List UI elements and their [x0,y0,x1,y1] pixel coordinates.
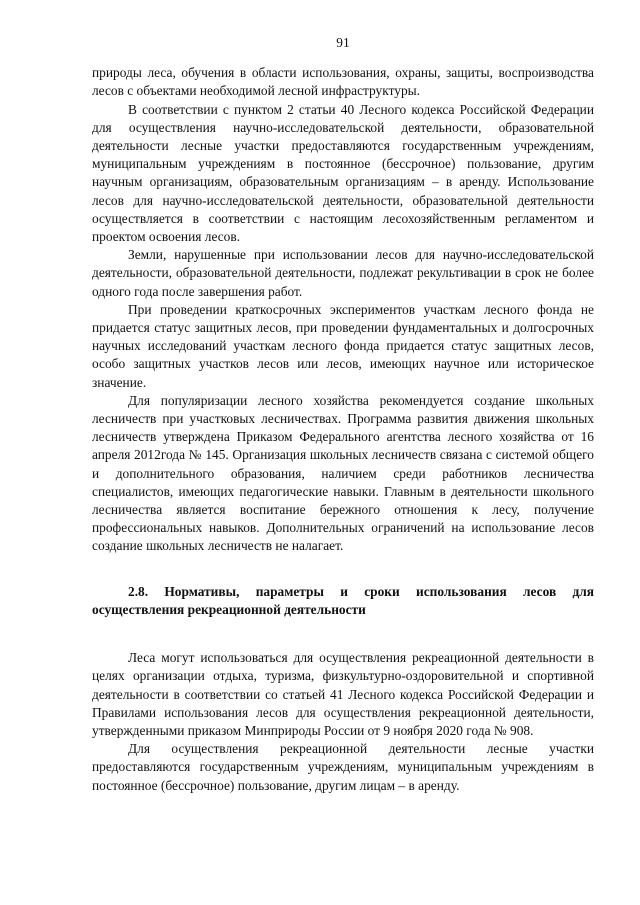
section-heading: 2.8. Нормативы, параметры и сроки использования лесов для осуществления рекреационной деятельности [92,583,594,617]
page-number: 91 [336,35,350,50]
paragraph-continuation: природы леса, обучения в области использования, охраны, защиты, воспроизводства лесов с объектами необходимой лесной инфраструктуры. [92,65,594,99]
document-page [92,34,594,795]
paragraph-recreational-use: Леса могут использоваться для осуществления рекреационной деятельности в целях организации отдыха, туризма, физкультурно-оздоровительной и спортивной деятельности в соответствии со статьей 41 Лесного кодекса Российской Федерации и Правилами использования лесов для осуществления рекреационной деятельности, утвержденными приказом Минприроды России от 9 ноября 2020 года № 908. [92,650,594,738]
paragraph-article-40: В соответствии с пунктом 2 статьи 40 Лесного кодекса Российской Федерации для осуществления научно-исследовательской деятельности, образовательной деятельности лесные участки предоставляются государственным учреждениям, муниципальным учреждениям в постоянное (бессрочное) пользование, другим научным организациям, образовательным организациям – в аренду. Использование лесов для научно-исследовательской деятельности, образовательной деятельности осуществляется в соответствии с настоящим лесохозяйственным регламентом и проектом освоения лесов. [92,101,594,245]
paragraph-school-forestry: Для популяризации лесного хозяйства рекомендуется создание школьных лесничеств при участковых лесничествах. Программа развития движения школьных лесничеств утверждена Приказом Федерального агентства лесного хозяйства от 16 апреля 2012года № 145. Организация школьных лесничеств связана с системой общего и дополнительного образования, наличием среди работников лесничества специалистов, имеющих педагогические навыки. Главным в деятельности школьного лесничества является воспитание бережного отношения к лесу, получение профессиональных навыков. Дополнительных ограничений на использование лесов создание школьных лесничеств не налагает. [92,392,594,554]
paragraph-experiments: При проведении краткосрочных экспериментов участкам лесного фонда не придается статус защитных лесов, при проведении фундаментальных и долгосрочных научных исследований участкам лесного фонда придается статус защитных лесов, особо защитных участков лесов или лесов, имеющих научное или историческое значение. [92,301,594,390]
paragraph-recreational-plots: Для осуществления рекреационной деятельности лесные участки предоставляются государственным учреждениям, муниципальным учреждениям в постоянное (бессрочное) пользование, другим лицам – в аренду. [92,741,594,793]
paragraph-land-reclamation: Земли, нарушенные при использовании лесов для научно-исследовательской деятельности, образовательной деятельности, подлежат рекультивации в срок не более одного года после завершения работ. [92,247,594,299]
